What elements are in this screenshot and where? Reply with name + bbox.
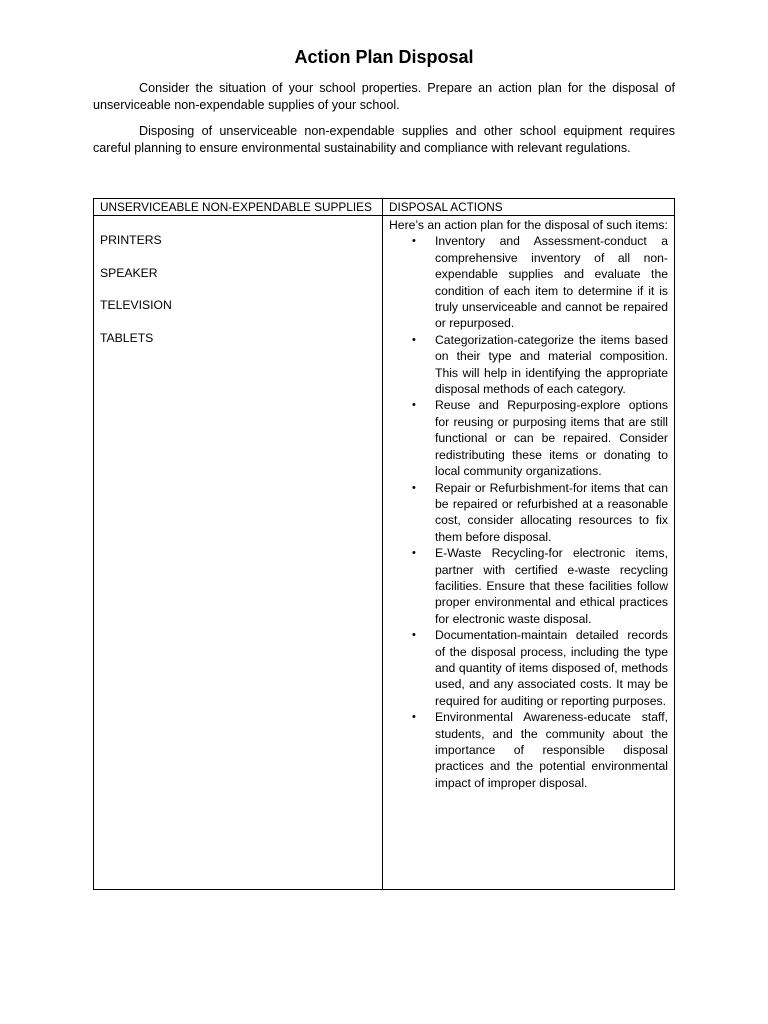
document-title: Action Plan Disposal [294, 47, 474, 67]
action-text: Categorization-categorize the items based on their type and material composition. This will help in identifying the appropriate disposal methods of each category. [435, 332, 668, 397]
action-text: Documentation-maintain detailed records of the disposal process, including the type and quantity of items disposed of, methods used, and any associated costs. It may be required for auditing or reporting purposes. [435, 628, 668, 708]
list-item [412, 545, 668, 627]
list-item [412, 627, 668, 709]
action-text: E-Waste Recycling-for electronic items, partner with certified e-waste recycling facilities. Ensure that these facilities follow proper environmental and ethical practices for electronic waste disposal. [435, 546, 668, 626]
actions-cell [383, 216, 675, 890]
table-header-row [94, 199, 675, 216]
action-text: Reuse and Repurposing-explore options for reusing or purposing items that are still functional or can be repaired. Consider redistributing these items or donating to local community organizations. [435, 398, 668, 479]
actions-list [389, 233, 668, 791]
table-row [94, 216, 675, 890]
list-item [412, 233, 668, 331]
supplies-cell [94, 216, 383, 890]
bullet-icon: • [412, 333, 416, 346]
context-paragraph: Disposing of unserviceable non-expendable supplies and other school equipment requires careful planning to ensure environmental sustainability and compliance with relevant regulations. [93, 124, 675, 155]
list-item [412, 480, 668, 546]
list-item [412, 332, 668, 398]
action-text: Repair or Refurbishment-for items that can be repaired or refurbished at a reasonable cost, consider allocating resources to fix them before disposal. [435, 480, 668, 544]
list-item [412, 397, 668, 479]
action-text: Inventory and Assessment-conduct a comprehensive inventory of all non-expendable supplies and evaluate the condition of each item to determine if it is truly unserviceable and cannot be repaired or repurposed. [435, 234, 668, 331]
disposal-plan-table [93, 198, 675, 890]
bullet-icon: • [412, 235, 416, 248]
bullet-icon: • [412, 711, 416, 724]
document-page [93, 44, 675, 166]
supply-item: SPEAKER [100, 265, 158, 280]
supplies-column-header: UNSERVICEABLE NON-EXPENDABLE SUPPLIES [94, 199, 383, 216]
actions-intro: Here’s an action plan for the disposal of such items: [389, 218, 668, 232]
bullet-icon: • [412, 629, 416, 642]
supply-item: TABLETS [100, 330, 154, 345]
action-text: Environmental Awareness-educate staff, students, and the community about the importance of responsible disposal practices and the potential environmental impact of improper disposal. [435, 710, 668, 790]
intro-paragraph: Consider the situation of your school properties. Prepare an action plan for the disposal of unserviceable non-expendable supplies of your school. [93, 81, 675, 112]
list-item [412, 709, 668, 791]
bullet-icon: • [412, 547, 416, 560]
supply-item: TELEVISION [100, 298, 172, 312]
bullet-icon: • [412, 399, 416, 412]
bullet-icon: • [412, 481, 416, 494]
supply-item: PRINTERS [100, 233, 162, 247]
actions-column-header: DISPOSAL ACTIONS [383, 199, 675, 216]
